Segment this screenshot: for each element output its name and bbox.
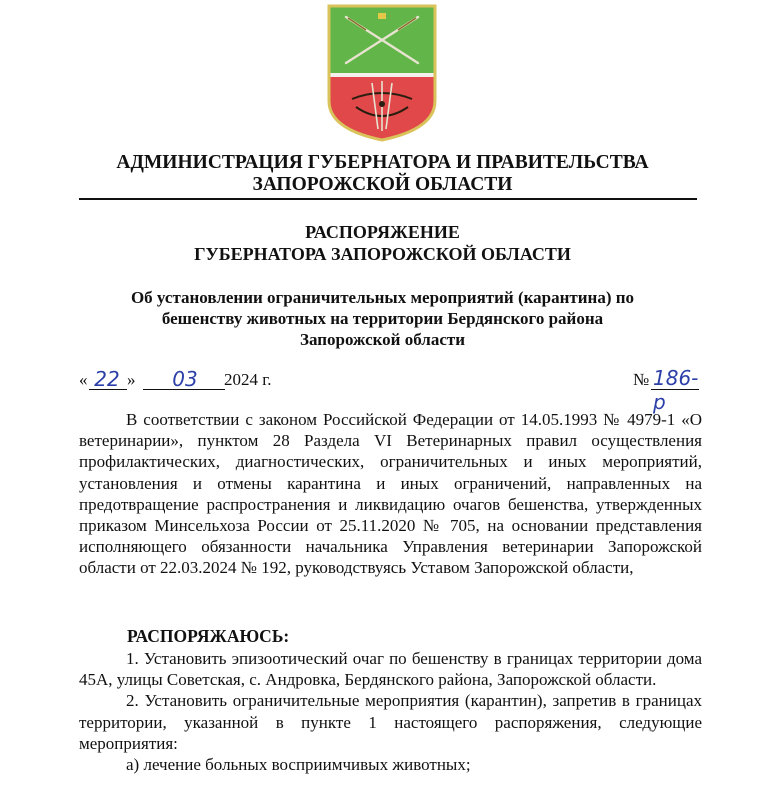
order-heading: РАСПОРЯЖАЮСЬ:: [127, 626, 290, 646]
date-year: 2024 г.: [224, 370, 272, 389]
doc-issuer-line: ГУБЕРНАТОРА ЗАПОРОЖСКОЙ ОБЛАСТИ: [194, 244, 571, 264]
administration-title: [0, 152, 765, 196]
preamble-paragraph: [79, 409, 702, 579]
date-month: 03: [172, 367, 198, 391]
date-number-line: [79, 366, 699, 414]
document-number: 186-р: [653, 366, 699, 414]
subject-line-1: Об установлении ограничительных мероприятий (карантина) по: [130, 288, 635, 307]
number-label: №: [633, 370, 650, 389]
coat-of-arms-emblem: [326, 3, 438, 143]
order-item-2a: а) лечение больных восприимчивых животных;: [126, 755, 471, 775]
header-divider: [79, 198, 697, 200]
subject-line-3: Запорожской области: [299, 330, 466, 349]
doc-type-line: РАСПОРЯЖЕНИЕ: [305, 222, 460, 242]
preamble-text: В соответствии с законом Российской Федерации от 14.05.1993 № 4979-1 «О ветеринарии», пунктом 28 Раздела VI Ветеринарных правил осуществления профилактических, диагностических, ограничительных и иных мероприятий, установления и отмены карантина и иных ограничений, направленных на предотвращение распространения и ликвидацию очагов бешенства, утвержденных приказом Минсельхоза России от 25.11.2020 № 705, на основании представления исполняющего обязанности начальника Управления ветеринарии Запорожской области от 22.03.2024 № 192, руководствуясь Уставом Запорожской области,: [79, 410, 702, 578]
admin-line-1: АДМИНИСТРАЦИЯ ГУБЕРНАТОРА И ПРАВИТЕЛЬСТВА: [116, 152, 649, 173]
document-type: [0, 221, 765, 265]
order-items: [79, 648, 702, 775]
number-underline: [651, 389, 699, 390]
date-open-quote: «: [79, 370, 88, 389]
order-item-2: 2. Установить ограничительные мероприятия (карантин), запретив в границах территории, указанной в пункте 1 настоящего распоряжения, следующие мероприятия:: [79, 691, 702, 753]
order-item-1: 1. Установить эпизоотический очаг по бешенству в границах территории дома 45А, улицы Советская, с. Андровка, Бердянского района, Запорожской области.: [79, 649, 702, 690]
subject-line-2: бешенству животных на территории Бердянского района: [161, 309, 604, 328]
document-subject: [0, 287, 765, 350]
date-day: 22: [94, 367, 120, 391]
month-underline: [143, 389, 225, 390]
date-close-quote: »: [127, 370, 136, 389]
day-underline: [89, 389, 127, 390]
admin-line-2: ЗАПОРОЖСКОЙ ОБЛАСТИ: [252, 174, 513, 195]
